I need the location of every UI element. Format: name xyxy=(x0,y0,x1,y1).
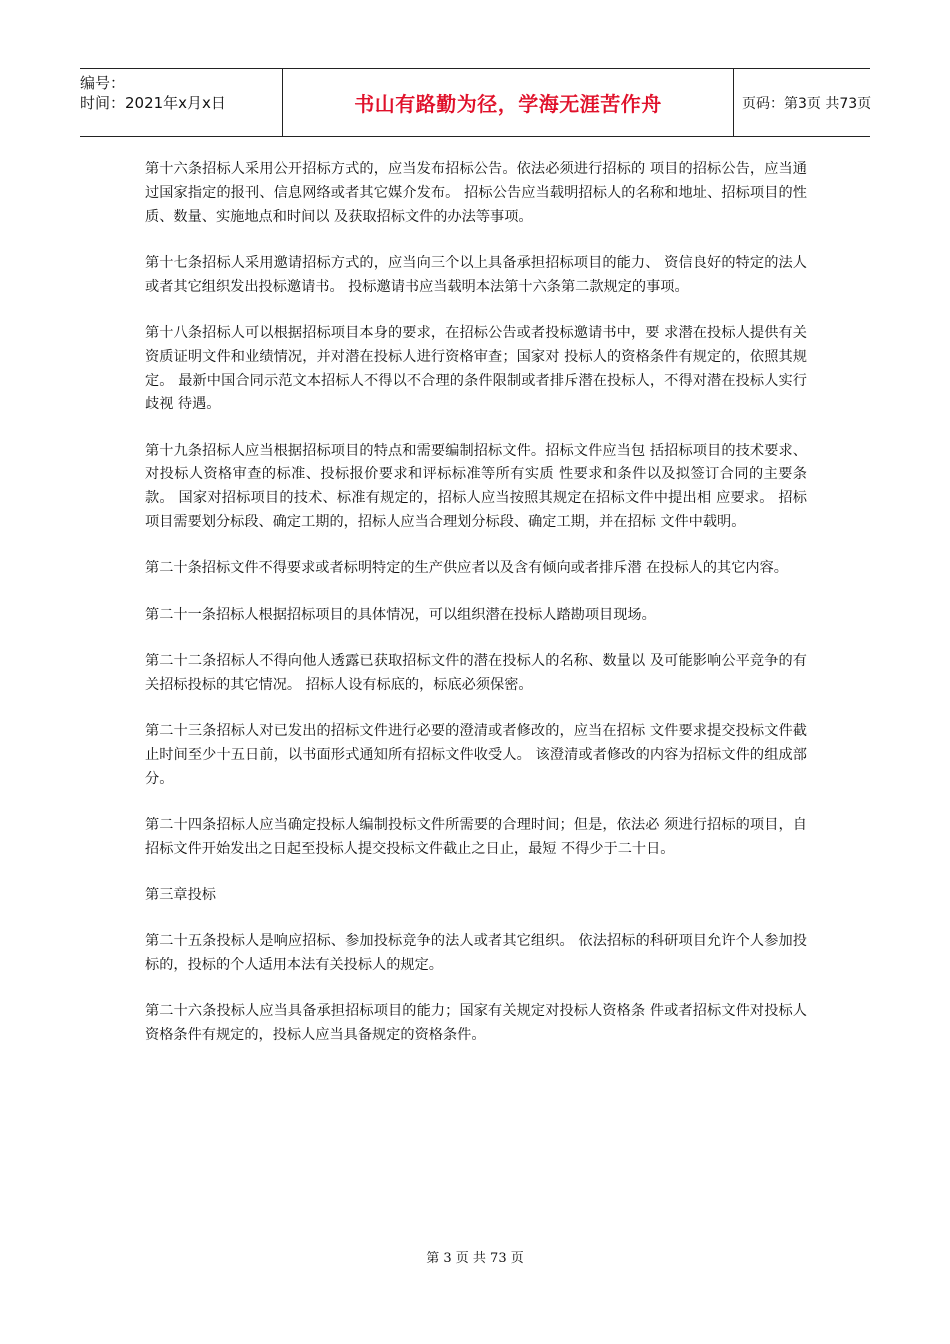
article-21: 第二十一条招标人根据招标项目的具体情况，可以组织潜在投标人踏勘项目现场。 xyxy=(145,606,656,623)
page-footer: 第 3 页 共 73 页 xyxy=(426,1251,524,1266)
article-26: 第二十六条投标人应当具备承担招标项目的能力；国家有关规定对投标人资格条 件或者招标文件对投标人资格条件有规定的，投标人应当具备规定的资格条件。 xyxy=(145,1003,807,1044)
article-19: 第十九条招标人应当根据招标项目的特点和需要编制招标文件。招标文件应当包 括招标项目的技术要求、对投标人资格审查的标准、投标报价要求和评标标准等所有实质 性要求和条件以及拟签订合同的主要条款。 国家对招标项目的技术、标准有规定的，招标人应当按照其规定在招标文件中提出相 应要求。 招标项目需要划分标段、确定工期的，招标人应当合理划分标段、确定工期，并在招标 文件中载明。 xyxy=(145,442,807,531)
header-motto-cell xyxy=(282,69,734,136)
article-25: 第二十五条投标人是响应招标、参加投标竞争的法人或者其它组织。 依法招标的科研项目允许个人参加投标的，投标的个人适用本法有关投标人的规定。 xyxy=(145,933,807,974)
document-number: 编号： xyxy=(80,74,126,92)
header-motto: 书山有路勤为径，学海无涯苦作舟 xyxy=(354,92,662,116)
document-body xyxy=(145,158,807,1071)
chapter-heading: 第三章投标 xyxy=(145,887,216,904)
article-17: 第十七条招标人采用邀请招标方式的，应当向三个以上具备承担招标项目的能力、 资信良好的特定的法人或者其它组织发出投标邀请书。 投标邀请书应当载明本法第十六条第二款规定的事项。 xyxy=(145,254,807,295)
article-23: 第二十三条招标人对已发出的招标文件进行必要的澄清或者修改的，应当在招标 文件要求提交投标文件截止时间至少十五日前，以书面形式通知所有招标文件收受人。 该澄清或者修改的内容为招标文件的组成部分。 xyxy=(145,723,807,787)
article-22: 第二十二条招标人不得向他人透露已获取招标文件的潜在投标人的名称、数量以 及可能影响公平竞争的有关招标投标的其它情况。 招标人设有标底的，标底必须保密。 xyxy=(145,652,807,693)
header-meta xyxy=(80,69,282,136)
article-18: 第十八条招标人可以根据招标项目本身的要求，在招标公告或者投标邀请书中，要 求潜在投标人提供有关资质证明文件和业绩情况，并对潜在投标人进行资格审查；国家对 投标人的资格条件有规定的，依照其规定。 最新中国合同示范文本招标人不得以不合理的条件限制或者排斥潜在投标人，不得对潜在投标人实行歧视 待遇。 xyxy=(145,324,807,413)
document-date: 时间：2021年x月x日 xyxy=(80,94,226,112)
page-header xyxy=(80,68,870,137)
article-16: 第十六条招标人采用公开招标方式的，应当发布招标公告。依法必须进行招标的 项目的招标公告，应当通过国家指定的报刊、信息网络或者其它媒介发布。 招标公告应当载明招标人的名称和地址、招标项目的性质、数量、实施地点和时间以 及获取招标文件的办法等事项。 xyxy=(145,161,807,225)
header-page-info: 页码：第3页 共73页 xyxy=(742,95,872,112)
article-24: 第二十四条招标人应当确定投标人编制投标文件所需要的合理时间；但是，依法必 须进行招标的项目，自招标文件开始发出之日起至投标人提交投标文件截止之日止，最短 不得少于二十日。 xyxy=(145,816,807,857)
article-20: 第二十条招标文件不得要求或者标明特定的生产供应者以及含有倾向或者排斥潜 在投标人的其它内容。 xyxy=(145,560,788,577)
header-page-info-cell xyxy=(734,69,870,136)
